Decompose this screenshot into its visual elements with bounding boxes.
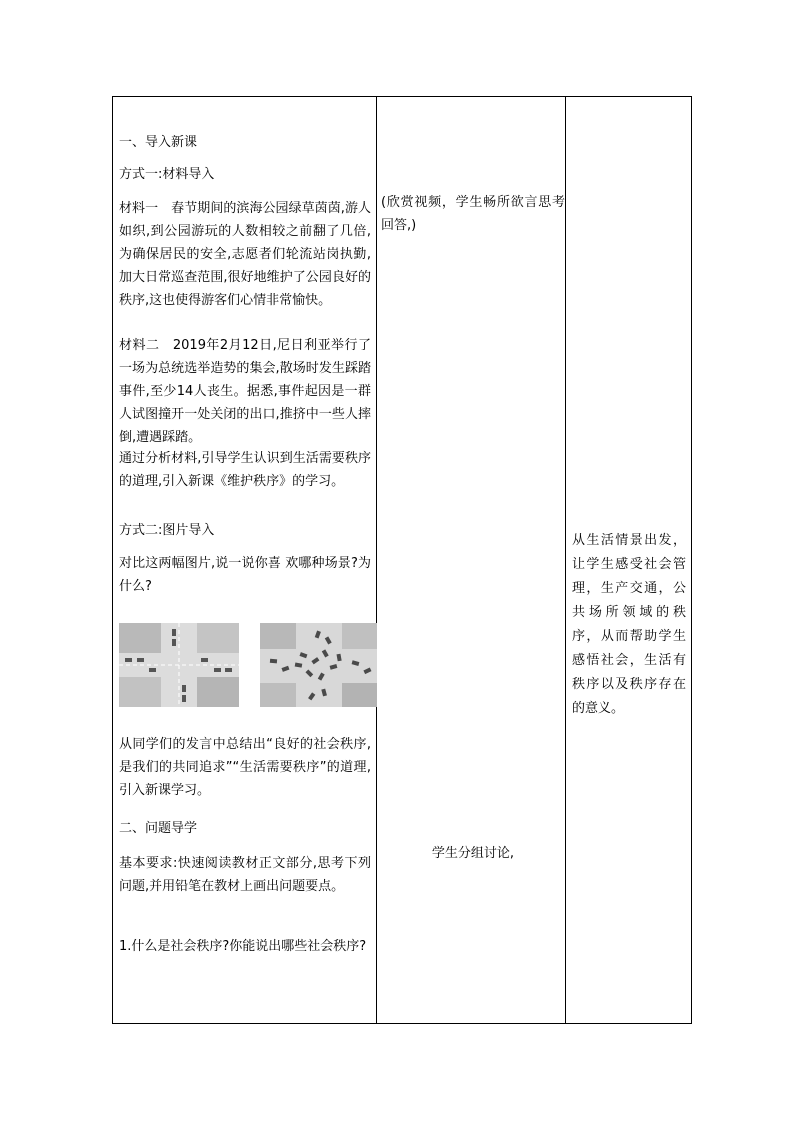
question-one: 1.什么是社会秩序?你能说出哪些社会秩序? — [119, 939, 367, 954]
student-activity-note-2: 学生分组讨论, — [431, 846, 515, 861]
traffic-pictures — [119, 623, 377, 707]
method-one-heading: 方式一:材料导入 — [119, 167, 215, 182]
student-activity-note-1: (欣赏视频，学生畅所欲言思考回答,) — [381, 195, 565, 233]
chaotic-traffic-image — [260, 623, 377, 707]
column-divider-2 — [565, 97, 566, 1023]
summary-paragraph: 从同学们的发言中总结出“良好的社会秩序,是我们的共同追求”“生活需要秩序”的道理,引入新课学习。 — [119, 737, 371, 798]
method-two-heading: 方式二:图片导入 — [119, 523, 215, 538]
lesson-plan-table — [112, 96, 692, 1024]
basic-requirement-paragraph: 基本要求:快速阅读教材正文部分,思考下列问题,并用铅笔在教材上画出问题要点。 — [119, 856, 371, 894]
column-divider-1 — [376, 97, 377, 1023]
orderly-traffic-image — [119, 623, 239, 707]
material-two-paragraph: 材料二 2019年2月12日,尼日利亚举行了一场为总统选举造势的集会,散场时发生踩踏事件,至少14人丧生。据悉,事件起因是一群人试图撞开一处关闭的出口,推挤中一些人摔倒,遭遇踩踏。 — [119, 338, 371, 445]
section-title-guided-study: 二、问题导学 — [119, 821, 198, 836]
material-one-paragraph: 材料一 春节期间的滨海公园绿草茵茵,游人如织,到公园游玩的人数相较之前翻了几倍,为确保居民的安全,志愿者们轮流站岗执勤,加大日常巡查范围,很好地维护了公园良好的秩序,这也使得游客们心情非常愉快。 — [119, 201, 371, 308]
design-intent-column: 从生活情景出发，让学生感受社会管理，生产交通，公共场所领域的秩序，从而帮助学生感悟社会，生活有秩序以及秩序存在的意义。 — [572, 533, 686, 716]
compare-question: 对比这两幅图片,说一说你喜 欢哪种场景?为什么? — [119, 556, 371, 594]
analysis-paragraph: 通过分析材料,引导学生认识到生活需要秩序的道理,引入新课《维护秩序》的学习。 — [119, 451, 371, 489]
section-title-intro: 一、导入新课 — [119, 135, 198, 150]
